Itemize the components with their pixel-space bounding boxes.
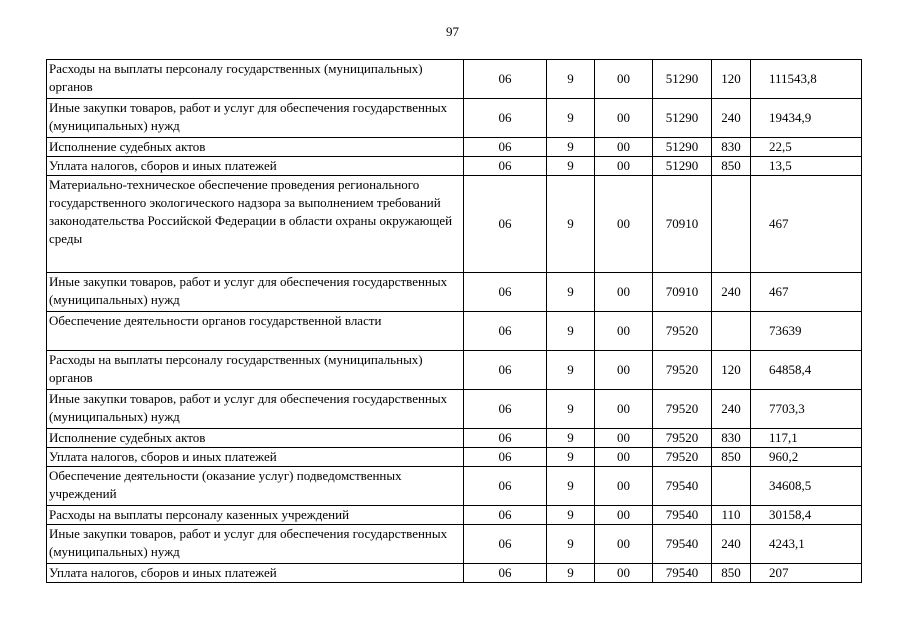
row-expense-type: 120 <box>712 351 751 390</box>
row-program-code: 9 <box>547 176 595 273</box>
table-row <box>47 506 862 525</box>
row-target-code: 70910 <box>653 176 712 273</box>
row-target-code: 51290 <box>653 138 712 157</box>
row-expense-type: 850 <box>712 157 751 176</box>
row-subprogram-code: 00 <box>595 273 653 312</box>
row-amount: 7703,3 <box>751 390 862 429</box>
row-name: Обеспечение деятельности (оказание услуг) подведомственных учреждений <box>47 467 464 506</box>
budget-table <box>46 59 862 583</box>
row-subprogram-code: 00 <box>595 176 653 273</box>
row-expense-type: 240 <box>712 273 751 312</box>
row-name: Иные закупки товаров, работ и услуг для обеспечения государственных (муниципальных) нужд <box>47 390 464 429</box>
row-target-code: 79540 <box>653 564 712 583</box>
table-row <box>47 157 862 176</box>
row-subprogram-code: 00 <box>595 429 653 448</box>
row-subprogram-code: 00 <box>595 564 653 583</box>
row-subprogram-code: 00 <box>595 525 653 564</box>
row-amount: 30158,4 <box>751 506 862 525</box>
row-subprogram-code: 00 <box>595 138 653 157</box>
row-subprogram-code: 00 <box>595 99 653 138</box>
row-program-code: 9 <box>547 448 595 467</box>
row-section-code: 06 <box>464 273 547 312</box>
row-expense-type: 830 <box>712 138 751 157</box>
row-amount: 4243,1 <box>751 525 862 564</box>
row-section-code: 06 <box>464 390 547 429</box>
row-section-code: 06 <box>464 429 547 448</box>
row-expense-type: 240 <box>712 99 751 138</box>
row-amount: 111543,8 <box>751 60 862 99</box>
row-program-code: 9 <box>547 273 595 312</box>
table-row <box>47 273 862 312</box>
row-target-code: 79520 <box>653 390 712 429</box>
row-subprogram-code: 00 <box>595 448 653 467</box>
row-target-code: 79540 <box>653 467 712 506</box>
row-section-code: 06 <box>464 312 547 351</box>
row-section-code: 06 <box>464 138 547 157</box>
row-name: Исполнение судебных актов <box>47 138 464 157</box>
row-section-code: 06 <box>464 99 547 138</box>
row-section-code: 06 <box>464 525 547 564</box>
row-subprogram-code: 00 <box>595 60 653 99</box>
row-name: Иные закупки товаров, работ и услуг для обеспечения государственных (муниципальных) нужд <box>47 273 464 312</box>
table-row <box>47 467 862 506</box>
table-row <box>47 429 862 448</box>
row-section-code: 06 <box>464 564 547 583</box>
row-program-code: 9 <box>547 467 595 506</box>
row-expense-type: 830 <box>712 429 751 448</box>
row-program-code: 9 <box>547 564 595 583</box>
row-target-code: 70910 <box>653 273 712 312</box>
row-name: Материально-техническое обеспечение проведения регионального государственного экологического надзора за выполнением требований законодательства Российской Федерации в области охраны окружающей среды <box>47 176 464 273</box>
row-subprogram-code: 00 <box>595 506 653 525</box>
row-target-code: 79540 <box>653 506 712 525</box>
row-target-code: 51290 <box>653 60 712 99</box>
row-section-code: 06 <box>464 176 547 273</box>
row-amount: 73639 <box>751 312 862 351</box>
table-row <box>47 564 862 583</box>
row-program-code: 9 <box>547 506 595 525</box>
row-name: Расходы на выплаты персоналу государственных (муниципальных) органов <box>47 60 464 99</box>
row-expense-type: 240 <box>712 525 751 564</box>
row-target-code: 79520 <box>653 448 712 467</box>
row-program-code: 9 <box>547 390 595 429</box>
row-expense-type <box>712 312 751 351</box>
row-expense-type <box>712 176 751 273</box>
table-row <box>47 390 862 429</box>
row-program-code: 9 <box>547 525 595 564</box>
row-name: Уплата налогов, сборов и иных платежей <box>47 564 464 583</box>
row-section-code: 06 <box>464 448 547 467</box>
page-number: 97 <box>446 24 459 39</box>
row-program-code: 9 <box>547 351 595 390</box>
row-target-code: 79540 <box>653 525 712 564</box>
row-expense-type <box>712 467 751 506</box>
row-name: Расходы на выплаты персоналу государственных (муниципальных) органов <box>47 351 464 390</box>
table-row <box>47 351 862 390</box>
row-target-code: 51290 <box>653 157 712 176</box>
row-name: Обеспечение деятельности органов государственной власти <box>47 312 464 351</box>
row-amount: 13,5 <box>751 157 862 176</box>
row-amount: 117,1 <box>751 429 862 448</box>
row-amount: 960,2 <box>751 448 862 467</box>
row-amount: 207 <box>751 564 862 583</box>
table-row <box>47 60 862 99</box>
row-amount: 64858,4 <box>751 351 862 390</box>
row-program-code: 9 <box>547 60 595 99</box>
row-target-code: 79520 <box>653 351 712 390</box>
row-amount: 34608,5 <box>751 467 862 506</box>
row-program-code: 9 <box>547 312 595 351</box>
row-section-code: 06 <box>464 506 547 525</box>
row-amount: 22,5 <box>751 138 862 157</box>
row-name: Иные закупки товаров, работ и услуг для обеспечения государственных (муниципальных) нужд <box>47 525 464 564</box>
row-amount: 467 <box>751 273 862 312</box>
table-row <box>47 99 862 138</box>
row-name: Иные закупки товаров, работ и услуг для обеспечения государственных (муниципальных) нужд <box>47 99 464 138</box>
row-program-code: 9 <box>547 138 595 157</box>
row-section-code: 06 <box>464 467 547 506</box>
table-row <box>47 448 862 467</box>
row-expense-type: 850 <box>712 564 751 583</box>
row-expense-type: 110 <box>712 506 751 525</box>
row-program-code: 9 <box>547 157 595 176</box>
row-amount: 467 <box>751 176 862 273</box>
row-target-code: 79520 <box>653 312 712 351</box>
row-expense-type: 850 <box>712 448 751 467</box>
row-target-code: 79520 <box>653 429 712 448</box>
row-subprogram-code: 00 <box>595 390 653 429</box>
row-name: Уплата налогов, сборов и иных платежей <box>47 157 464 176</box>
table-row <box>47 138 862 157</box>
table-row <box>47 176 862 273</box>
row-section-code: 06 <box>464 351 547 390</box>
row-amount: 19434,9 <box>751 99 862 138</box>
row-name: Исполнение судебных актов <box>47 429 464 448</box>
row-expense-type: 120 <box>712 60 751 99</box>
row-section-code: 06 <box>464 60 547 99</box>
row-program-code: 9 <box>547 99 595 138</box>
row-subprogram-code: 00 <box>595 312 653 351</box>
row-target-code: 51290 <box>653 99 712 138</box>
row-name: Расходы на выплаты персоналу казенных учреждений <box>47 506 464 525</box>
row-subprogram-code: 00 <box>595 157 653 176</box>
row-name: Уплата налогов, сборов и иных платежей <box>47 448 464 467</box>
row-section-code: 06 <box>464 157 547 176</box>
row-subprogram-code: 00 <box>595 467 653 506</box>
table-row <box>47 312 862 351</box>
row-expense-type: 240 <box>712 390 751 429</box>
row-program-code: 9 <box>547 429 595 448</box>
table-row <box>47 525 862 564</box>
row-subprogram-code: 00 <box>595 351 653 390</box>
